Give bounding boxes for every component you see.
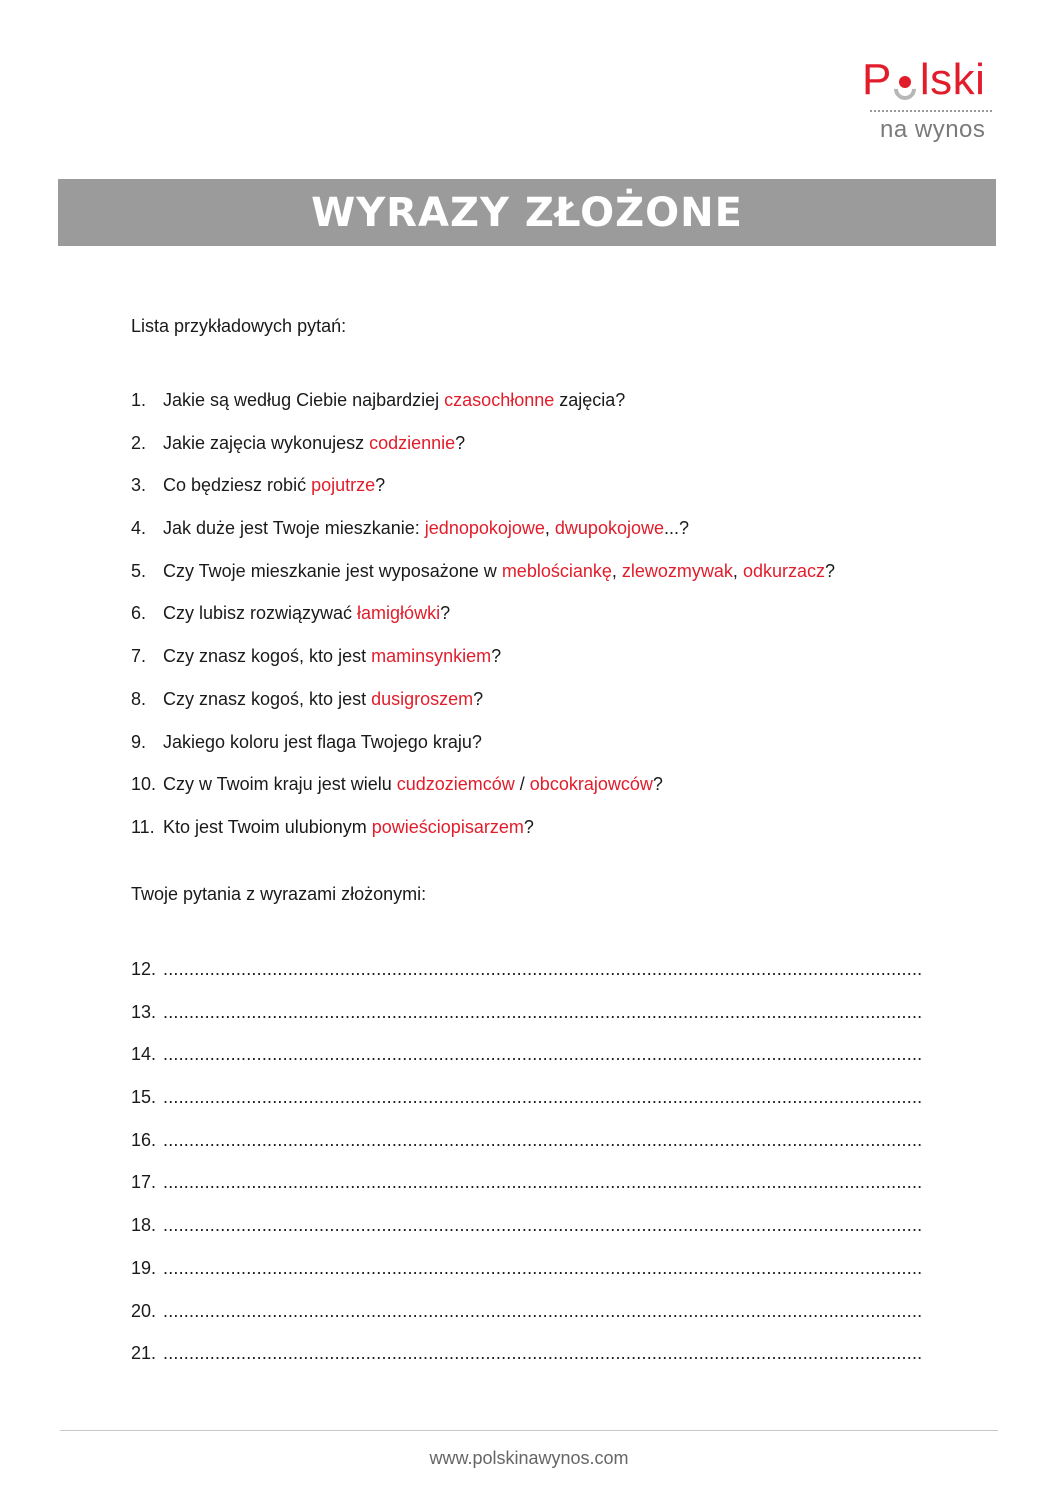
question-item [131, 432, 951, 475]
logo-letters-lski: lski [919, 55, 986, 104]
blank-line-number: 12. [131, 959, 157, 979]
question-text-part: ? [375, 475, 386, 496]
examples-heading: Lista przykładowych pytań: [131, 316, 347, 336]
question-item [131, 517, 951, 560]
question-number: 7. [131, 646, 147, 667]
question-item [131, 560, 951, 603]
question-text [163, 731, 482, 774]
question-text-part: Czy znasz kogoś, kto jest [163, 646, 372, 667]
question-text-part: Jakie są według Ciebie najbardziej [163, 390, 445, 410]
question-number: 3. [131, 475, 147, 496]
blank-line-number: 20. [131, 1300, 157, 1321]
question-item [131, 389, 951, 432]
question-number: 11. [131, 816, 155, 837]
question-text-part: Kto jest Twoim ulubionym [163, 816, 372, 837]
question-number: 4. [131, 518, 147, 539]
blank-answer-line[interactable] [131, 1001, 931, 1044]
question-text-part: Co będziesz robić [163, 475, 312, 496]
compound-word: odkurzacz [742, 560, 825, 581]
dotted-fill: .................................................................................................................................................. [163, 1257, 923, 1278]
logo-wordmark [862, 55, 1002, 104]
footer-divider [60, 1430, 998, 1431]
question-text-part: Czy lubisz rozwiązywać [163, 603, 358, 624]
blank-line-number: 17. [131, 1172, 157, 1193]
question-text-part: , [732, 560, 743, 581]
compound-word: jednopokojowe [424, 518, 545, 539]
compound-word: obcokrajowców [529, 774, 653, 795]
blank-answer-line[interactable] [131, 1129, 931, 1172]
question-number: 9. [131, 731, 147, 752]
question-text [163, 517, 689, 560]
blank-answer-line[interactable] [131, 1171, 931, 1214]
question-text-part: Jak duże jest Twoje mieszkanie: [163, 518, 425, 539]
question-number: 5. [131, 560, 147, 581]
question-text [163, 389, 625, 432]
blank-line-number: 19. [131, 1257, 157, 1278]
question-text-part: ? [652, 774, 663, 795]
logo-subtitle: na wynos [880, 116, 986, 143]
question-text-part: Jakiego koloru jest flaga Twojego kraju? [163, 731, 482, 752]
question-text-part: Jakie zajęcia wykonujesz [163, 432, 370, 453]
blank-lines-list [131, 958, 931, 1385]
dotted-fill: .................................................................................................................................................. [163, 1129, 923, 1150]
question-item [131, 816, 951, 859]
question-text-part: Czy znasz kogoś, kto jest [163, 688, 372, 709]
blank-answer-line[interactable] [131, 1342, 931, 1385]
dotted-fill: .................................................................................................................................................. [163, 1044, 923, 1065]
blank-line-number: 14. [131, 1044, 157, 1065]
compound-word: meblościankę [501, 560, 612, 581]
blank-answer-line[interactable] [131, 1043, 931, 1086]
compound-word: zlewozmywak [621, 560, 733, 581]
question-text [163, 645, 501, 688]
logo-divider [870, 110, 992, 112]
question-text [163, 474, 385, 517]
logo [862, 55, 1002, 144]
footer-url: www.polskinawynos.com [429, 1448, 629, 1468]
question-text-part: zajęcia? [554, 390, 626, 410]
question-item [131, 474, 951, 517]
question-text-part: ? [440, 603, 451, 624]
blank-answer-line[interactable] [131, 1257, 931, 1300]
dotted-fill: .................................................................................................................................................. [163, 1087, 923, 1108]
title-banner [58, 179, 996, 246]
blank-line-number: 21. [131, 1343, 157, 1364]
blank-line-number: 15. [131, 1087, 157, 1108]
dotted-fill: .................................................................................................................................................. [163, 1172, 923, 1193]
question-text-part: Czy Twoje mieszkanie jest wyposażone w [163, 560, 502, 581]
question-text [163, 773, 663, 816]
question-text-part: ? [523, 816, 534, 837]
question-text-part: , [544, 518, 555, 539]
dotted-fill: .................................................................................................................................................. [163, 1343, 923, 1364]
dotted-fill: .................................................................................................................................................. [163, 1001, 923, 1022]
dotted-fill: .................................................................................................................................................. [163, 959, 923, 979]
question-item [131, 731, 951, 774]
question-item [131, 602, 951, 645]
compound-word: maminsynkiem [371, 646, 492, 667]
blank-answer-line[interactable] [131, 958, 931, 1001]
question-text [163, 602, 450, 645]
question-item [131, 645, 951, 688]
question-number: 8. [131, 688, 147, 709]
blank-line-number: 13. [131, 1001, 157, 1022]
question-text-part: ...? [663, 518, 689, 539]
dotted-fill: .................................................................................................................................................. [163, 1215, 923, 1236]
logo-letter-p: P [862, 55, 892, 104]
compound-word: dwupokojowe [554, 518, 664, 539]
question-text-part: ? [491, 646, 502, 667]
question-number: 6. [131, 603, 147, 624]
question-text [163, 816, 534, 859]
page-title: WYRAZY ZŁOŻONE [311, 189, 743, 236]
question-text-part: ? [455, 432, 466, 453]
own-questions-heading: Twoje pytania z wyrazami złożonymi: [131, 884, 427, 904]
blank-line-number: 16. [131, 1129, 157, 1150]
question-text [163, 688, 483, 731]
dotted-fill: .................................................................................................................................................. [163, 1300, 923, 1321]
compound-word: codziennie [369, 432, 456, 453]
question-text [163, 560, 835, 603]
question-text-part: , [611, 560, 622, 581]
question-text [163, 432, 465, 475]
question-list [131, 389, 951, 859]
compound-word: czasochłonne [444, 390, 555, 410]
question-number: 1. [131, 390, 147, 410]
blank-answer-line[interactable] [131, 1300, 931, 1343]
compound-word: pojutrze [311, 475, 376, 496]
question-number: 10. [131, 774, 157, 795]
question-item [131, 773, 951, 816]
question-text-part: / [514, 774, 530, 795]
question-text-part: Czy w Twoim kraju jest wielu [163, 774, 397, 795]
question-item [131, 688, 951, 731]
compound-word: cudzoziemców [396, 774, 515, 795]
question-number: 2. [131, 432, 147, 453]
compound-word: łamigłówki [357, 603, 441, 624]
compound-word: powieściopisarzem [371, 816, 524, 837]
blank-answer-line[interactable] [131, 1086, 931, 1129]
question-text-part: ? [824, 560, 835, 581]
compound-word: dusigroszem [371, 688, 474, 709]
blank-line-number: 18. [131, 1215, 157, 1236]
logo-o-icon [893, 72, 919, 102]
blank-answer-line[interactable] [131, 1214, 931, 1257]
question-text-part: ? [473, 688, 484, 709]
